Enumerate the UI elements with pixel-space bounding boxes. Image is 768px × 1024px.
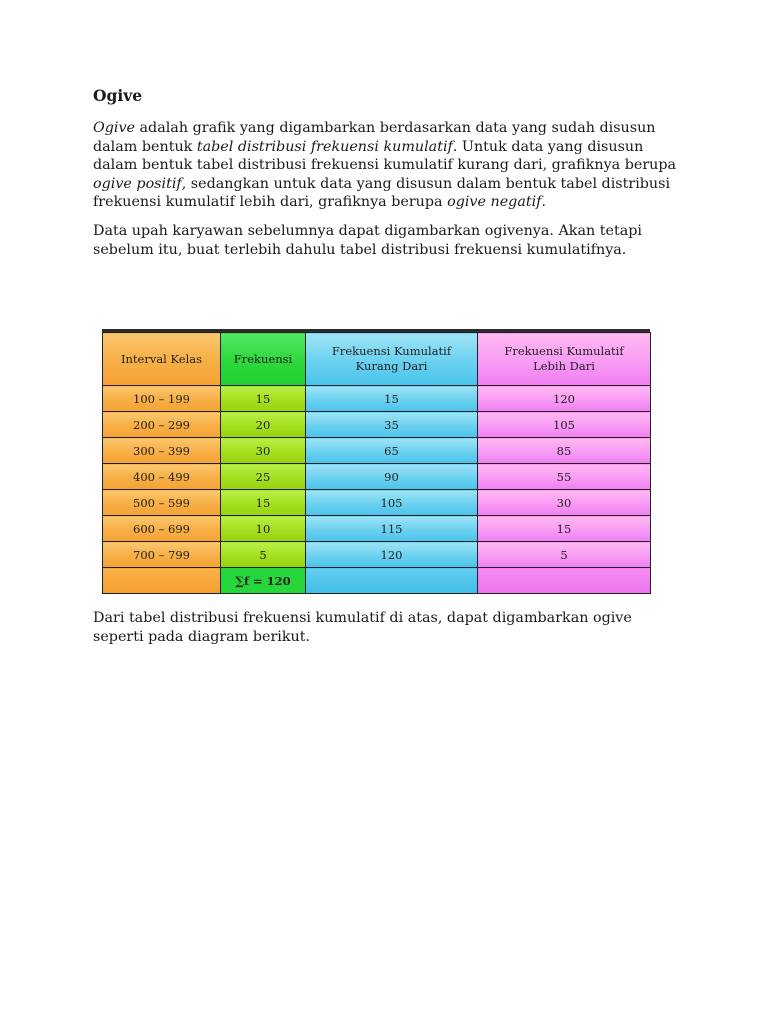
cell-frekuensi: 25 xyxy=(221,464,306,490)
paragraph-text: adalah grafik yang digambarkan berdasarkan data yang sudah disusun dalam bentuk xyxy=(93,120,656,155)
cell-frekuensi: 20 xyxy=(221,412,306,438)
header-text: Frekuensi Kumulatif xyxy=(504,344,624,358)
cell-interval: 100 – 199 xyxy=(103,386,221,412)
cell-frekuensi: 30 xyxy=(221,438,306,464)
header-text: Frekuensi Kumulatif xyxy=(331,344,452,358)
cell-lebih-dari: 105 xyxy=(478,412,651,438)
term-tabel-distribusi: tabel distribusi frekuensi kumulatif xyxy=(196,138,453,155)
document-body xyxy=(93,86,683,269)
section-heading: Ogive xyxy=(93,86,143,105)
paragraph-text: . Untuk data yang disusun dalam bentuk tabel distribusi frekuensi kumulatif kurang dari, grafiknya berupa xyxy=(93,138,677,174)
header-text: Kurang Dari xyxy=(355,359,428,373)
header-text: Lebih Dari xyxy=(533,359,595,373)
term-ogive: Ogive xyxy=(93,120,135,136)
cell-empty xyxy=(478,568,651,594)
document-body-continued xyxy=(93,609,683,656)
cell-frekuensi: 15 xyxy=(221,386,306,412)
cell-kurang-dari: 35 xyxy=(306,412,478,438)
cell-kurang-dari: 105 xyxy=(306,490,478,516)
term-ogive-positif: ogive positif xyxy=(93,175,182,192)
cell-total-frekuensi: ∑f = 120 xyxy=(221,568,306,594)
table-row xyxy=(103,490,651,516)
cell-frekuensi: 5 xyxy=(221,542,306,568)
cell-kurang-dari: 120 xyxy=(306,542,478,568)
cell-frekuensi: 10 xyxy=(221,516,306,542)
table-row xyxy=(103,542,651,568)
intro-table-paragraph: Data upah karyawan sebelumnya dapat digambarkan ogivenya. Akan tetapi sebelum itu, buat terlebih dahulu tabel distribusi frekuensi kumulatifnya. xyxy=(93,222,642,258)
table-row xyxy=(103,464,651,490)
cumulative-frequency-table xyxy=(102,332,651,594)
cell-frekuensi: 15 xyxy=(221,490,306,516)
cell-interval: 400 – 499 xyxy=(103,464,221,490)
paragraph-text: , sedangkan untuk data yang disusun dalam bentuk tabel distribusi frekuensi kumulatif lebih dari, grafiknya berupa xyxy=(93,175,671,211)
ogive-diagram-intro-paragraph: Dari tabel distribusi frekuensi kumulatif di atas, dapat digambarkan ogive seperti pada diagram berikut. xyxy=(93,610,632,645)
table-total-row xyxy=(103,568,651,594)
cell-lebih-dari: 55 xyxy=(478,464,651,490)
header-interval-kelas: Interval Kelas xyxy=(103,333,221,386)
table-row xyxy=(103,516,651,542)
cell-lebih-dari: 30 xyxy=(478,490,651,516)
cell-interval: 200 – 299 xyxy=(103,412,221,438)
cell-lebih-dari: 120 xyxy=(478,386,651,412)
cell-lebih-dari: 5 xyxy=(478,542,651,568)
table-row xyxy=(103,412,651,438)
term-ogive-negatif: ogive negatif xyxy=(447,194,542,211)
cell-kurang-dari: 90 xyxy=(306,464,478,490)
cell-interval: 500 – 599 xyxy=(103,490,221,516)
table-header-row xyxy=(103,333,651,386)
header-frekuensi: Frekuensi xyxy=(221,333,306,386)
cell-lebih-dari: 15 xyxy=(478,516,651,542)
cell-empty xyxy=(306,568,478,594)
header-kumulatif-lebih-dari xyxy=(478,333,651,386)
cell-interval: 300 – 399 xyxy=(103,438,221,464)
table-row xyxy=(103,438,651,464)
header-kumulatif-kurang-dari xyxy=(306,333,478,386)
cell-interval: 600 – 699 xyxy=(103,516,221,542)
cell-empty xyxy=(103,568,221,594)
paragraph-text: . xyxy=(541,194,547,211)
frequency-table-figure xyxy=(102,329,650,594)
cell-interval: 700 – 799 xyxy=(103,542,221,568)
cell-lebih-dari: 85 xyxy=(478,438,651,464)
table-row xyxy=(103,386,651,412)
cell-kurang-dari: 115 xyxy=(306,516,478,542)
ogive-definition-paragraph xyxy=(93,119,683,212)
cell-kurang-dari: 65 xyxy=(306,438,478,464)
cell-kurang-dari: 15 xyxy=(306,386,478,412)
